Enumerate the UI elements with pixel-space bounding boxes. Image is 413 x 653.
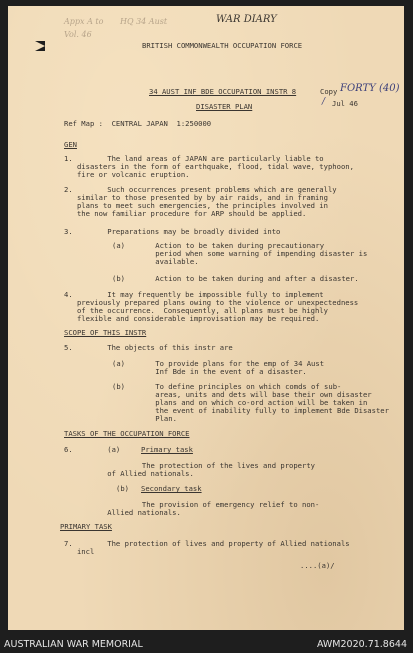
war-diary-stamp: WAR DIARY [216, 14, 277, 25]
pencil-note-2: HQ 34 Aust [120, 17, 168, 26]
para-6b-line-1: The provision of emergency relief to non- [64, 500, 320, 509]
para-2-line-2: similar to those presented by by air raids, and in framing [64, 193, 328, 202]
pencil-note-1: Appx A to [64, 17, 104, 26]
para-5b-line-1: (b) To define principles on which comds of sub- [112, 382, 342, 391]
section-gen: GEN [64, 140, 77, 149]
para-5b-line-4: the event of inability fully to implement Bde Disaster [112, 406, 389, 415]
para-2-line-4: the now familiar procedure for ARP should be applied. [64, 209, 307, 218]
para-4-line-1: 4. It may frequently be impossible fully to implement [64, 290, 324, 299]
pencil-note-3: Vol. 46 [64, 30, 92, 39]
para-3b: (b) Action to be taken during and after a disaster. [112, 274, 359, 283]
plan-title: DISASTER PLAN [196, 102, 253, 111]
para-7-line-1: 7. The protection of lives and property of Allied nationals [64, 539, 350, 548]
date-day: / [322, 97, 326, 107]
document-page [8, 6, 404, 630]
para-3: 3. Preparations may be broadly divided into [64, 227, 281, 236]
para-6b-label: (b) [116, 484, 129, 493]
section-scope: SCOPE OF THIS INSTR [64, 328, 147, 337]
force-title: BRITISH COMMONWEALTH OCCUPATION FORCE [142, 41, 303, 50]
section-primary-task: PRIMARY TASK [60, 522, 112, 531]
ref-map: Ref Map : CENTRAL JAPAN 1:250000 [64, 119, 212, 128]
para-2-line-3: plans to meet such emergencies, the principles involved in [64, 201, 328, 210]
para-3a-line-2: period when some warning of impending disaster is [112, 249, 368, 258]
copy-label: Copy [320, 87, 338, 96]
primary-task-title: Primary task [141, 445, 193, 454]
para-5b-line-5: Plan. [112, 414, 177, 423]
footer-accession-number: AWM2020.71.8644 [316, 639, 407, 650]
para-1-line-3: fire or volcanic eruption. [64, 170, 190, 179]
para-4-line-2: previously prepared plans owing to the violence or unexpectedness [64, 298, 359, 307]
para-6b-line-2: Allied nationals. [64, 508, 181, 517]
para-3a-line-1: (a) Action to be taken during precautionary [112, 241, 325, 250]
punch-hole [35, 41, 45, 51]
para-5: 5. The objects of this instr are [64, 343, 233, 352]
para-6a-line-1: The protection of the lives and property [64, 461, 315, 470]
para-5a-line-2: Inf Bde in the event of a disaster. [112, 367, 307, 376]
instr-title: 34 AUST INF BDE OCCUPATION INSTR 8 [149, 87, 297, 96]
copy-number: FORTY (40) [340, 83, 400, 94]
date: Jul 46 [332, 99, 358, 108]
para-1-line-1: 1. The land areas of JAPAN are particularly liable to [64, 154, 324, 163]
footer-institution: AUSTRALIAN WAR MEMORIAL [4, 639, 143, 650]
para-5b-line-2: areas, units and dets will base their own disaster [112, 390, 372, 399]
para-5b-line-3: plans and on which co-ord action will be taken in [112, 398, 368, 407]
section-tasks: TASKS OF THE OCCUPATION FORCE [64, 429, 190, 438]
para-1-line-2: disasters in the form of earthquake, flood, tidal wave, typhoon, [64, 162, 354, 171]
para-3a-line-3: available. [112, 257, 199, 266]
para-6a-line-2: of Allied nationals. [64, 469, 194, 478]
secondary-task-title: Secondary task [141, 484, 202, 493]
para-7-line-2: incl [64, 547, 95, 556]
para-2-line-1: 2. Such occurrences present problems which are generally [64, 185, 337, 194]
para-4-line-4: flexible and considerable improvisation may be required. [64, 314, 320, 323]
para-4-line-3: of the occurrence. Consequently, all plans must be highly [64, 306, 328, 315]
footer-bar [0, 636, 413, 653]
para-6: 6. (a) [64, 445, 121, 454]
para-5a-line-1: (a) To provide plans for the emp of 34 Aust [112, 359, 325, 368]
continued-marker: ....(a)/ [300, 561, 335, 570]
